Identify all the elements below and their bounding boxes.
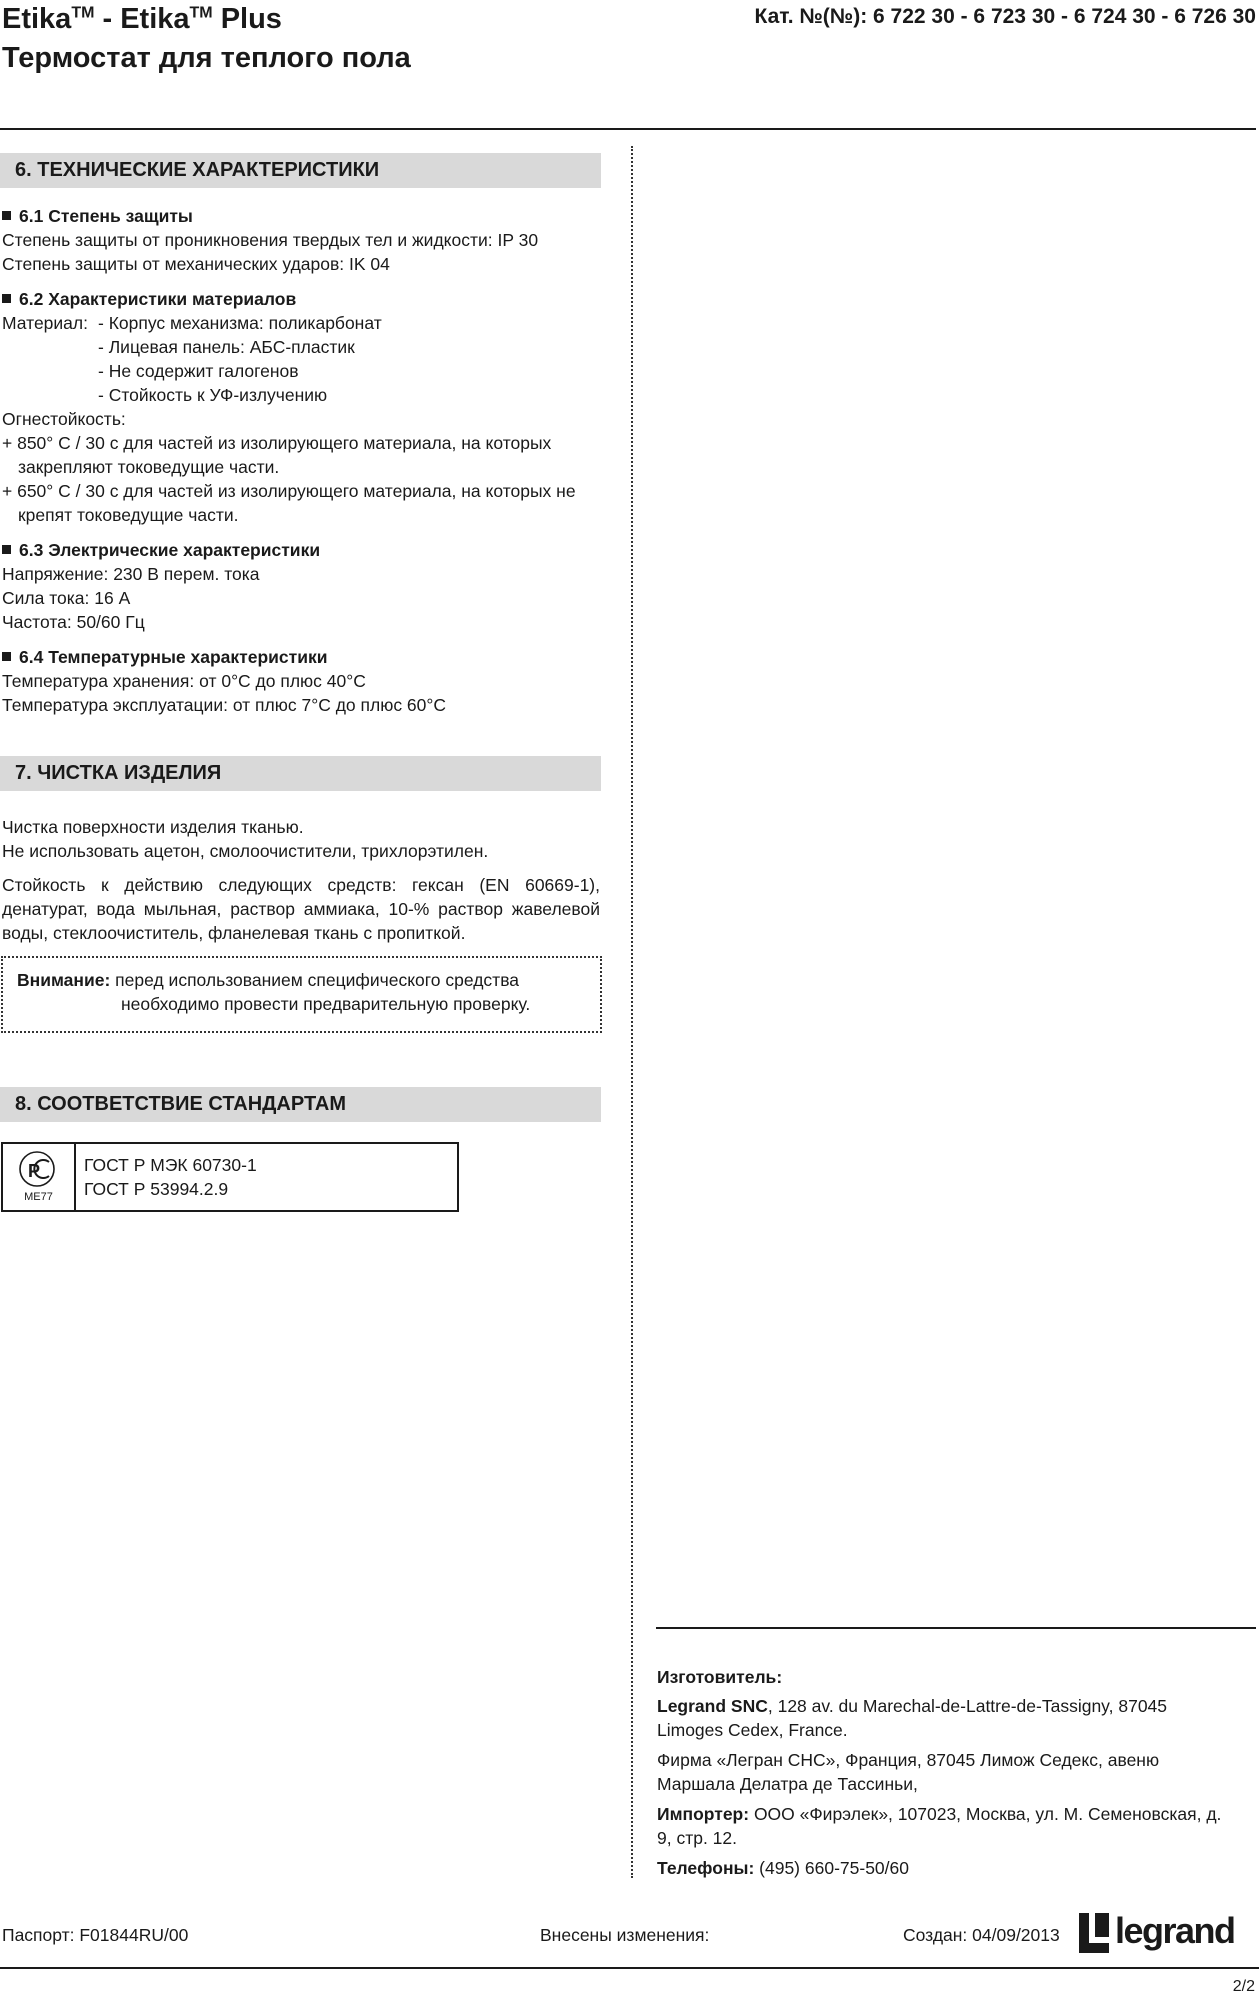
product-title: Etika™ - Etika™ Plus [2,3,282,35]
text-line: денатурат, вода мыльная, раствор аммиака, 10-% раствор жавелевой [2,899,600,919]
warning-line-2: необходимо провести предварительную проверку. [121,994,531,1014]
text-line: Стойкость к действию следующих средств: гексан (EN 60669-1), [2,875,600,895]
material-label: Материал: [2,313,88,333]
created-date: Создан: 04/09/2013 [903,1925,1060,1945]
text-line: Степень защиты от механических ударов: IK 04 [2,254,390,274]
subsection-6-1-heading: 6.1 Степень защиты [2,204,193,228]
catalog-numbers: Кат. №(№): 6 722 30 - 6 723 30 - 6 724 30 - 6 726 30 [754,5,1256,28]
standards-table [1,1142,459,1212]
text-line: Температура эксплуатации: от плюс 7°C до плюс 60°C [2,695,447,715]
bullet-square-icon [2,545,11,554]
text-line: Чистка поверхности изделия тканью. [2,817,304,837]
legrand-logo [1079,1909,1259,1957]
section-6-header: 6. ТЕХНИЧЕСКИЕ ХАРАКТЕРИСТИКИ [0,153,601,188]
manufacturer-line: Маршала Делатра де Тассиньи, [657,1774,918,1794]
header-divider [0,128,1256,130]
manufacturer-heading: Изготовитель: [657,1667,783,1687]
fire-item-cont: закрепляют токоведущие части. [18,457,280,477]
text-line: Сила тока: 16 А [2,588,131,608]
bullet-square-icon [2,294,11,303]
fire-item-cont: крепят токоведущие части. [18,505,239,525]
material-item: - Не содержит галогенов [98,361,299,381]
text-line: воды, стеклоочиститель, фланелевая ткань с пропиткой. [2,923,466,943]
product-subtitle: Термостат для теплого пола [2,42,411,74]
bullet-square-icon [2,652,11,661]
manufacturer-line: Limoges Cedex, France. [657,1720,848,1740]
fire-label: Огнестойкость: [2,409,126,429]
text-line: Степень защиты от проникновения твердых тел и жидкости: IP 30 [2,230,539,250]
section-7-header: 7. ЧИСТКА ИЗДЕЛИЯ [0,756,601,791]
passport-number: Паспорт: F01844RU/00 [2,1925,189,1945]
changes-label: Внесены изменения: [540,1925,710,1945]
fire-item: + 850° C / 30 с для частей из изолирующего материала, на которых [2,433,552,453]
certification-code: МЕ77 [24,1191,53,1203]
footer-divider [0,1967,1259,1969]
subsection-6-3-heading: 6.3 Электрические характеристики [2,538,320,562]
importer-line: 9, стр. 12. [657,1828,738,1848]
certification-cell [3,1144,76,1210]
section-8-header: 8. СООТВЕТСТВИЕ СТАНДАРТАМ [0,1087,601,1122]
svg-text:P: P [28,1161,41,1181]
bullet-square-icon [2,211,11,220]
legrand-mark-icon [1079,1913,1111,1953]
manufacturer-divider [656,1627,1256,1629]
manufacturer-line: Фирма «Легран СНС», Франция, 87045 Лимож Седекс, авеню [657,1750,1160,1770]
warning-line-1: Внимание: перед использованием специфического средства [17,970,520,990]
subsection-6-2-heading: 6.2 Характеристики материалов [2,287,296,311]
standard-item: ГОСТ Р 53994.2.9 [84,1179,229,1199]
text-line: Не использовать ацетон, смолоочистители, трихлорэтилен. [2,841,489,861]
text-line: Напряжение: 230 В перем. тока [2,564,260,584]
text-line: Температура хранения: от 0°C до плюс 40°C [2,671,366,691]
fire-item: + 650° C / 30 с для частей из изолирующего материала, на которых не [2,481,576,501]
column-divider [631,146,633,1878]
material-item: - Стойкость к УФ-излучению [98,385,328,405]
importer-line: Импортер: ООО «Фирэлек», 107023, Москва, ул. М. Семеновская, д. [657,1804,1222,1824]
phones-line: Телефоны: (495) 660-75-50/60 [657,1858,909,1878]
subsection-6-4-heading: 6.4 Температурные характеристики [2,645,327,669]
material-item: - Корпус механизма: поликарбонат [98,313,382,333]
text-line: Частота: 50/60 Гц [2,612,145,632]
standard-item: ГОСТ Р МЭК 60730-1 [84,1155,257,1175]
manufacturer-line: Legrand SNC, 128 av. du Marechal-de-Lattre-de-Tassigny, 87045 [657,1696,1168,1716]
page-number: 2/2 [1232,1978,1255,1995]
material-item: - Лицевая панель: АБС-пластик [98,337,355,357]
legrand-wordmark: legrand [1115,1910,1235,1951]
